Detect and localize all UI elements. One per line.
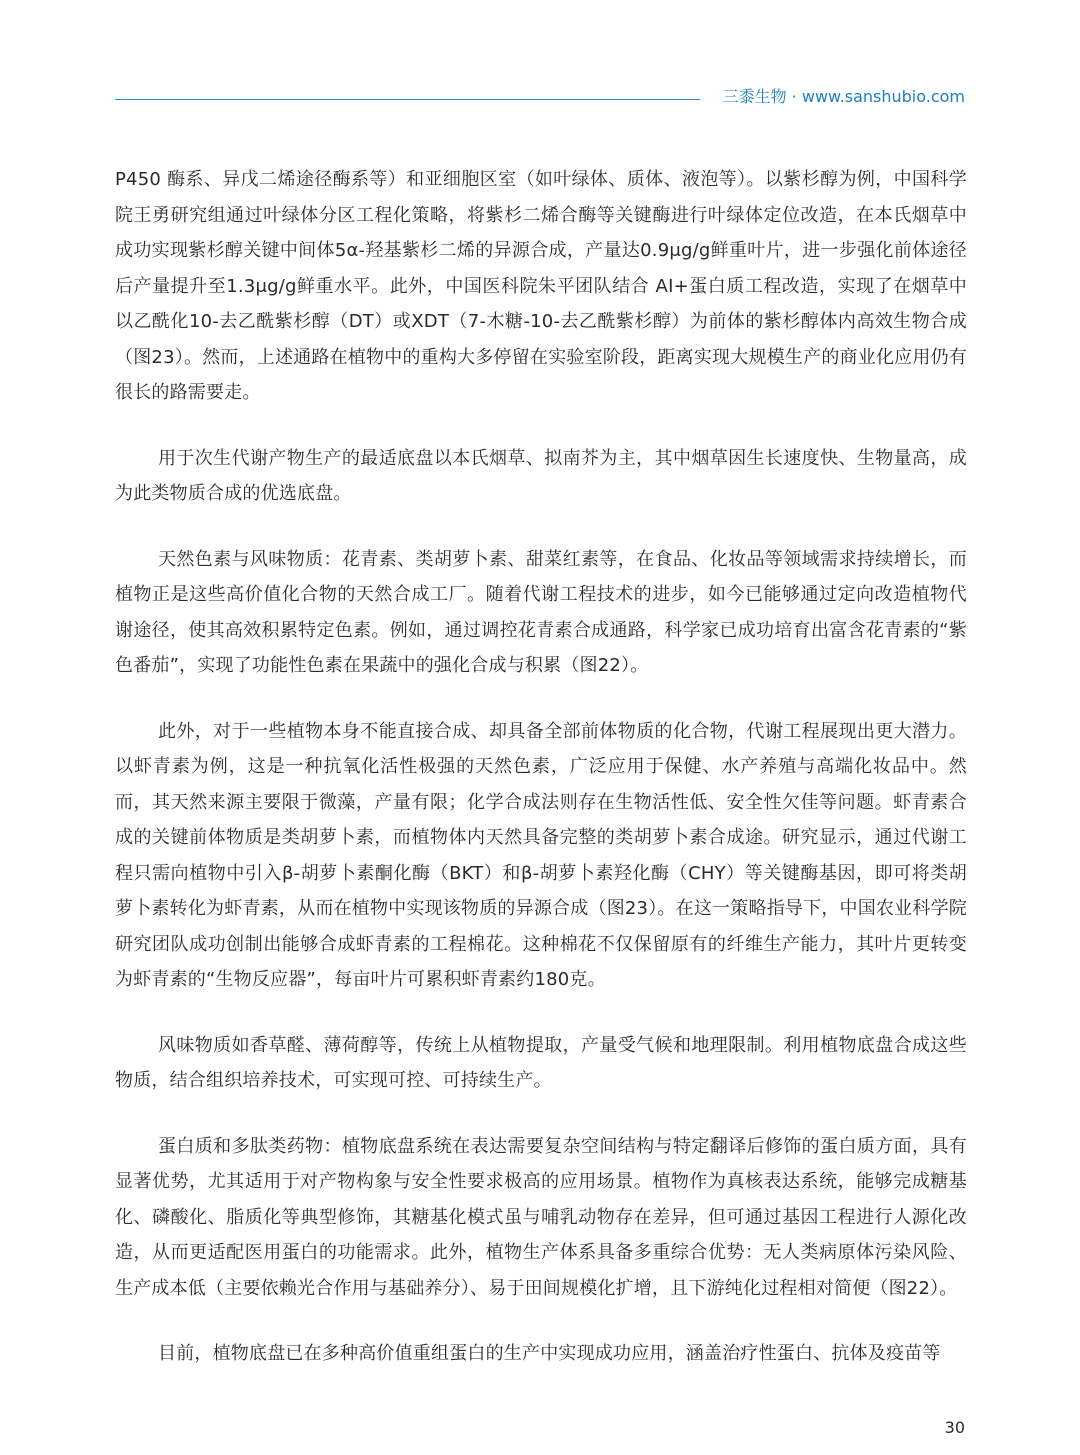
paragraph: P450 酶系、异戊二烯途径酶系等）和亚细胞区室（如叶绿体、质体、液泡等）。以紫杉醇为例，中国科学院王勇研究组通过叶绿体分区工程化策略，将紫杉二烯合酶等关键酶进行叶绿体定位改造，在本氏烟草中成功实现紫杉醇关键中间体5α-羟基紫杉二烯的异源合成，产量达0.9μg/g鲜重叶片，进一步强化前体途径后产量提升至1.3μg/g鲜重水平。此外，中国医科院朱平团队结合 AI+蛋白质工程改造，实现了在烟草中以乙酰化10-去乙酰紫杉醇（DT）或XDT（7-木糖-10-去乙酰紫杉醇）为前体的紫杉醇体内高效生物合成（图23）。然而，上述通路在植物中的重构大多停留在实验室阶段，距离实现大规模生产的商业化应用仍有很长的路需要走。 [115,169,967,403]
paragraph: 蛋白质和多肽类药物：植物底盘系统在表达需要复杂空间结构与特定翻译后修饰的蛋白质方面，具有显著优势，尤其适用于对产物构象与安全性要求极高的应用场景。植物作为真核表达系统，能够完成糖基化、磷酸化、脂质化等典型修饰，其糖基化模式虽与哺乳动物存在差异，但可通过基因工程进行人源化改造，从而更适配医用蛋白的功能需求。此外，植物生产体系具备多重综合优势：无人类病原体污染风险、生产成本低（主要依赖光合作用与基础养分）、易于田间规模化扩增，且下游纯化过程相对简便（图22）。 [115,1135,967,1299]
header-brand: 三黍生物 · www.sanshubio.com [722,87,965,106]
page-number: 30 [944,1418,965,1437]
paragraph: 天然色素与风味物质：花青素、类胡萝卜素、甜菜红素等，在食品、化妆品等领域需求持续增长，而植物正是这些高价值化合物的天然合成工厂。随着代谢工程技术的进步，如今已能够通过定向改造植物代谢途径，使其高效积累特定色素。例如，通过调控花青素合成通路，科学家已成功培育出富含花青素的“紫色番茄”，实现了功能性色素在果蔬中的强化合成与积累（图22）。 [115,548,967,676]
paragraph: 目前，植物底盘已在多种高价值重组蛋白的生产中实现成功应用，涵盖治疗性蛋白、抗体及疫苗等 [158,1343,941,1364]
paragraph: 用于次生代谢产物生产的最适底盘以本氏烟草、拟南芥为主，其中烟草因生长速度快、生物量高，成为此类物质合成的优选底盘。 [115,447,967,504]
header-divider [115,99,700,100]
page-header [0,0,1080,130]
paragraph: 风味物质如香草醛、薄荷醇等，传统上从植物提取，产量受气候和地理限制。利用植物底盘合成这些物质，结合组织培养技术，可实现可控、可持续生产。 [115,1034,967,1091]
body-text [115,162,967,1402]
paragraph: 此外，对于一些植物本身不能直接合成、却具备全部前体物质的化合物，代谢工程展现出更大潜力。以虾青素为例，这是一种抗氧化活性极强的天然色素，广泛应用于保健、水产养殖与高端化妆品中。然而，其天然来源主要限于微藻，产量有限；化学合成法则存在生物活性低、安全性欠佳等问题。虾青素合成的关键前体物质是类胡萝卜素，而植物体内天然具备完整的类胡萝卜素合成途。研究显示，通过代谢工程只需向植物中引入β-胡萝卜素酮化酶（BKT）和β-胡萝卜素羟化酶（CHY）等关键酶基因，即可将类胡萝卜素转化为虾青素，从而在植物中实现该物质的异源合成（图23）。在这一策略指导下，中国农业科学院研究团队成功创制出能够合成虾青素的工程棉花。这种棉花不仅保留原有的纤维生产能力，其叶片更转变为虾青素的“生物反应器”，每亩叶片可累积虾青素约180克。 [115,720,967,990]
